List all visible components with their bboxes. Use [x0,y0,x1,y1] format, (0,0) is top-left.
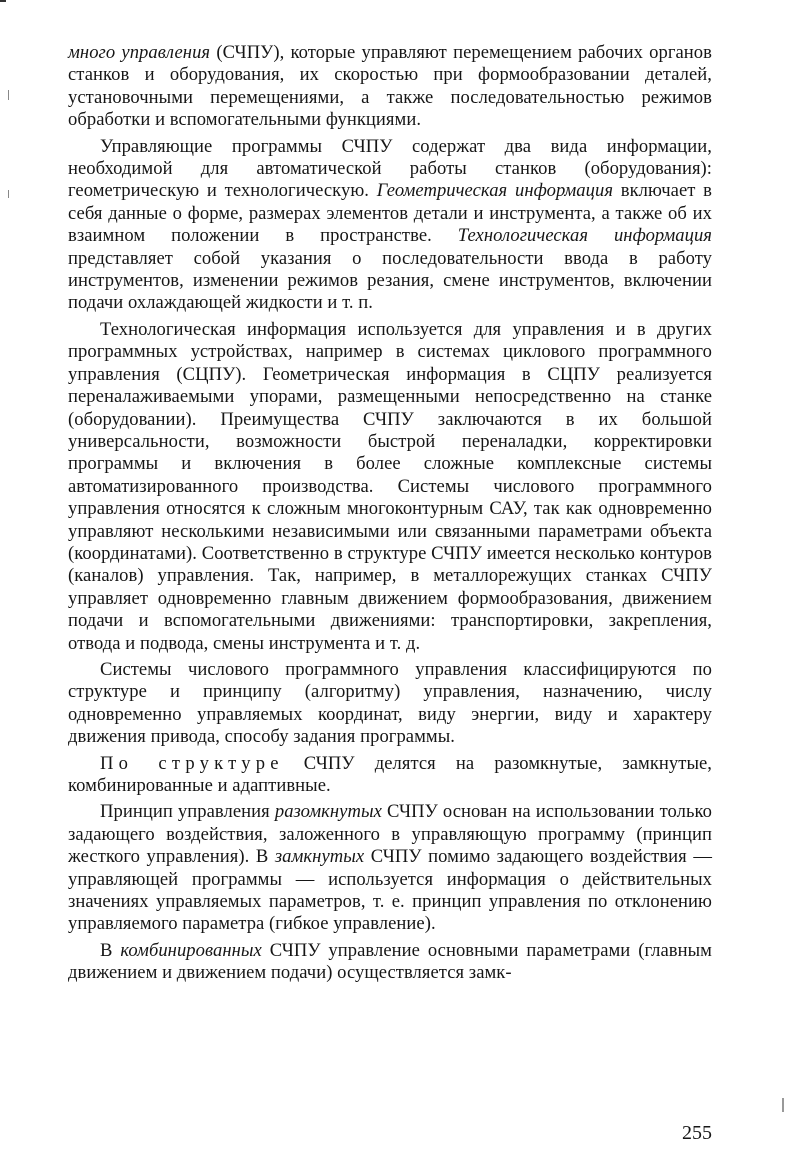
page-number: 255 [682,1122,712,1144]
paragraph-text: СЧПУ управление основными параметрами (главным движением и движением подачи) осуществляется замк- [68,939,712,984]
paragraph-6 [68,801,712,935]
spaced-emphasis: По структуре [100,752,284,774]
paragraph-7 [68,940,712,985]
scan-edge-mark [782,1098,784,1112]
paragraph-text: В [100,939,121,961]
paragraph-5 [68,753,712,798]
italic-term: Технологическая информация [457,225,713,247]
paragraph-text: включает в себя данные о форме, размерах элементов детали и инструмента, а также об их взаимном положении в пространстве. [68,180,712,247]
scan-edge-mark [8,90,9,100]
paragraph-text: Системы числового программного управления классифицируются по структуре и принципу (алгоритму) управления, назначению, числу одновременно управляемых координат, виду энергии, виду и характеру движения привода, способу задания программы. [68,658,712,748]
scan-edge-mark [0,0,6,2]
paragraph-text: СЧПУ помимо задающего воздействия — управляющей программы — используется информация о действительных значениях управляемых параметров, т. е. принцип управления по отклонению управляемого параметра (гибкое управление). [68,846,712,935]
page-body [68,42,712,985]
paragraph-3 [68,319,712,655]
italic-term: много управления [68,42,211,63]
paragraph-text: Принцип управления [100,801,275,823]
scan-edge-mark [8,190,9,198]
italic-term: Геометрическая информация [376,180,614,202]
paragraph-4 [68,659,712,749]
paragraph-text: Управляющие программы СЧПУ содержат два вида информации, необходимой для автоматической работы станков (оборудования): геометрическую и технологическую. [68,135,712,202]
paragraph-1 [68,42,712,132]
paragraph-text: СЧПУ основан на использовании только задающего воздействия, заложенного в управляющую программу (принцип жесткого управления). В [68,801,713,868]
italic-term: замкнутых [274,846,365,868]
paragraph-text: СЧПУ делятся на разомкнутые, замкнутые, комбинированные и адаптивные. [68,752,712,796]
paragraph-text: Технологическая информация используется для управления и в других программных устройствах, например в системах циклового программного управления (СЦПУ). Геометрическая информация в СЦПУ реализуется переналаживаемыми упорами, размещенными непосредственно на станке (оборудовании). Преимущества СЧПУ заключаются в их большой универсальности, возможности быстрой переналадки, корректировки программы и включения в более сложные комплексные системы автоматизированного производства. Системы числового программного управления относятся к сложным многоконтурным САУ, так как одновременно управляют несколькими независимыми или связанными параметрами объекта (координатами). Соответственно в структуре СЧПУ имеется несколько контуров (каналов) управления. Так, например, в металлорежущих станках СЧПУ управляет одновременно главным движением формообразования, движением подачи и вспомогательными движениями: транспортировки, закрепления, отвода и подвода, смены инструмента и т. д. [68,318,712,654]
paragraph-text: представляет собой указания о последовательности ввода в работу инструментов, изменении режимов резания, смене инструментов, включении подачи охлаждающей жидкости и т. п. [68,247,712,314]
italic-term: разомкнутых [274,801,382,823]
paragraph-text: (СЧПУ), которые управляют перемещением рабочих органов станков и оборудования, их скоростью при формообразовании деталей, установочными перемещениями, а также последовательностью режимов обработки и вспомогательными функциями. [68,42,712,131]
italic-term: комбинированных [120,939,262,961]
paragraph-2 [68,136,712,315]
